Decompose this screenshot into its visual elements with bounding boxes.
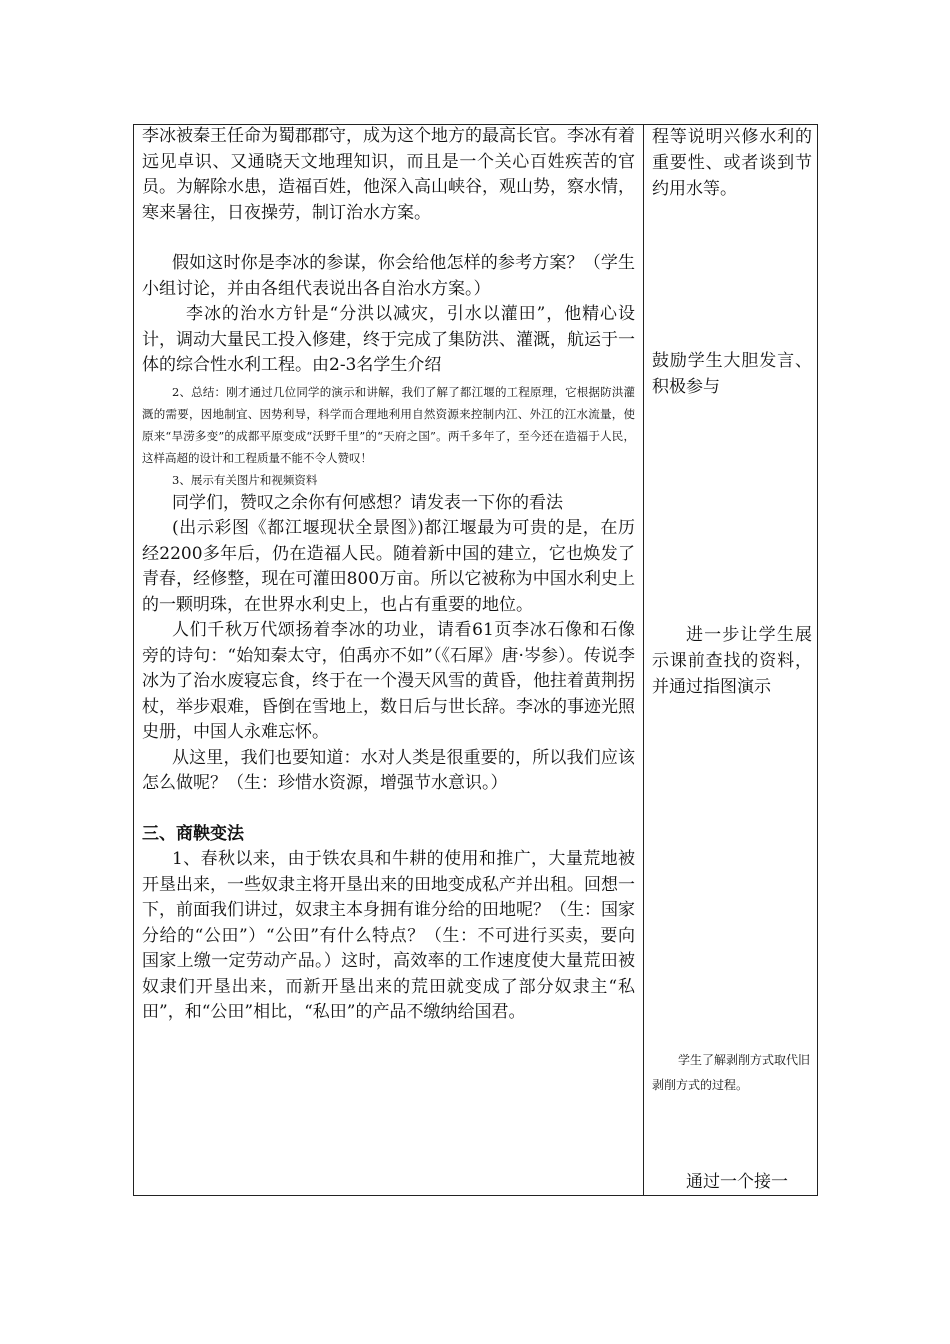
section-heading-shang-yang-reform: 三、商鞅变法	[142, 823, 244, 844]
paragraph-flood-policy: 李冰的治水方针是“分洪以减灾，引水以灌田”，他精心设计，调动大量民工投入修建，终于完成了集防洪、灌溉，航运于一体的综合性水利工程。由2-3名学生介绍	[142, 304, 635, 375]
note-water-conservancy: 程等说明兴修水利的重要性、或者谈到节约用水等。	[652, 127, 812, 199]
column-divider	[643, 124, 644, 1196]
paragraph-spring-autumn-farming: 1、春秋以来，由于铁农具和牛耕的使用和推广，大量荒地被开垦出来，一些奴隶主将开垦出来的田地变成私产并出租。回想一下，前面我们讲过，奴隶主本身拥有谁分给的田地呢？（生：国家分给的“公田”）“公田”有什么特点？（生：不可进行买卖，要向国家上缴一定劳动产品。）这时，高效率的工作速度使大量荒田被奴隶们开垦出来，而新开垦出来的荒田就变成了部分奴隶主“私田”，和“公田”相比，“私田”的产品不缴纳给国君。	[142, 849, 635, 1022]
paragraph-water-conservation: 从这里，我们也要知道：水对人类是很重要的，所以我们应该怎么做呢？（生：珍惜水资源，增强节水意识。）	[142, 747, 635, 793]
note-exploitation-change: 学生了解剥削方式取代旧剥削方式的过程。	[652, 1053, 811, 1092]
paragraph-show-media: 3、展示有关图片和视频资料	[172, 472, 318, 487]
paragraph-li-bing-legacy: 人们千秋万代颂扬着李冰的功业，请看61页李冰石像和石像旁的诗句：“始知秦太守，伯禹亦不如”（《石犀》唐·岑参）。传说李冰为了治水废寝忘食，终于在一个漫天风雪的黄昏，他拄着黄荆拐杖，举步艰难，昏倒在雪地上，数日后与世长辞。李冰的事迹光照史册，中国人永难忘怀。	[142, 620, 635, 742]
paragraph-dujiangyan-value: (出示彩图《都江堰现状全景图》)都江堰最为可贵的是，在历经2200多年后，仍在造福人民。随着新中国的建立，它也焕发了青春，经修整，现在可灌田800万亩。所以它被称为中国水利史上的一颗明珠，在世界水利史上，也占有重要的地位。	[142, 518, 635, 615]
paragraph-li-bing-intro: 李冰被秦王任命为蜀郡郡守，成为这个地方的最高长官。李冰有着远见卓识、又通晓天文地理知识，而且是一个关心百姓疾苦的官员。为解除水患，造福百姓，他深入高山峡谷，观山势，察水情，寒来暑往，日夜操劳，制订治水方案。	[142, 126, 635, 223]
note-show-materials: 进一步让学生展示课前查找的资料，并通过指图演示	[652, 625, 812, 697]
note-encourage-speaking: 鼓励学生大胆发言、积极参与	[652, 351, 812, 397]
paragraph-summary: 2、总结：刚才通过几位同学的演示和讲解，我们了解了都江堰的工程原理，它根据防洪灌溉的需要，因地制宜、因势利导，科学而合理地利用自然资源来控制内江、外江的江水流量，使原来“旱涝多变”的成都平原变成“沃野千里”的“天府之国”。两千多年了，至今还在造福于人民，这样高超的设计和工程质量不能不令人赞叹！	[142, 384, 635, 465]
spacer	[142, 226, 635, 251]
paragraph-discussion-question: 假如这时你是李冰的参谋，你会给他怎样的参考方案？（学生小组讨论，并由各组代表说出各自治水方案。）	[142, 253, 635, 299]
paragraph-reflection-prompt: 同学们，赞叹之余你有何感想？请发表一下你的看法	[172, 492, 563, 513]
spacer	[142, 797, 635, 822]
teaching-process-column	[142, 124, 635, 1026]
note-continuation: 通过一个接一	[686, 1172, 788, 1192]
